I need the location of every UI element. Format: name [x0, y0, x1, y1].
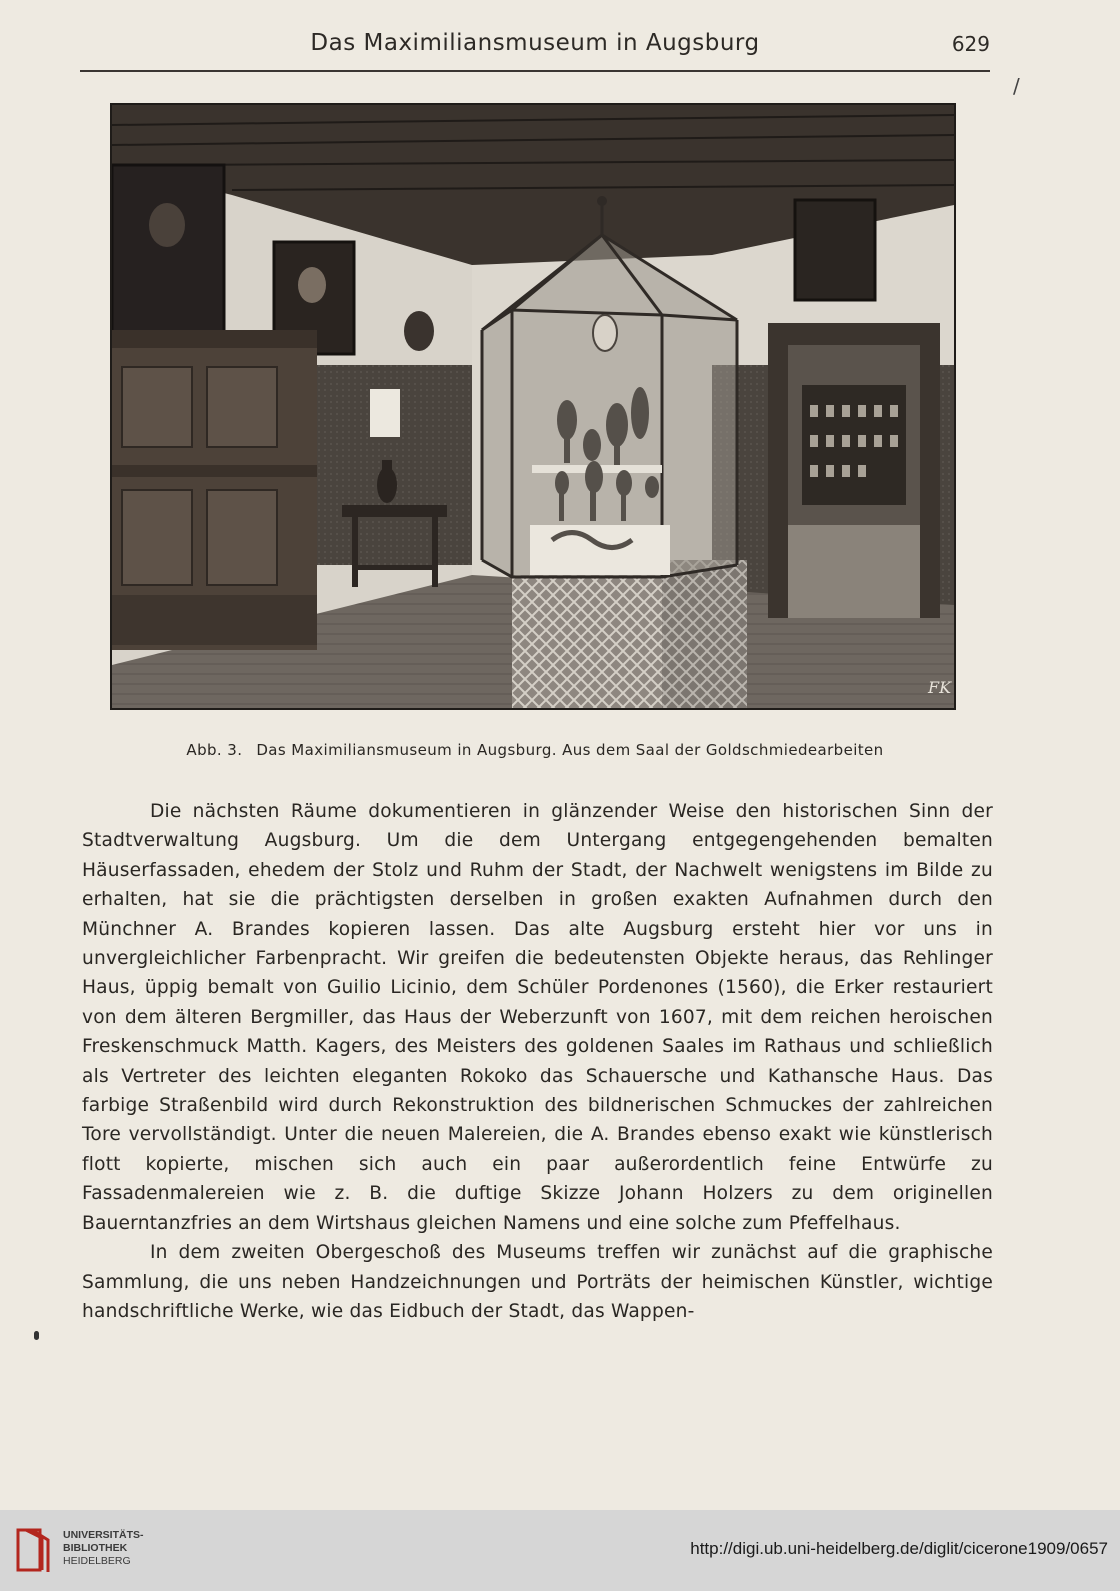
margin-speck — [34, 1331, 39, 1340]
library-name-line: HEIDELBERG — [63, 1555, 131, 1567]
photograph-illustration — [112, 105, 954, 708]
figure-label: Abb. 3. — [186, 741, 243, 759]
university-library-logo-icon — [16, 1526, 56, 1574]
library-name-line: BIBLIOTHEK — [63, 1542, 128, 1554]
running-title: Das Maximiliansmuseum in Augsburg — [310, 30, 760, 56]
library-name — [63, 1529, 144, 1568]
paragraph: Die nächsten Räume dokumentieren in glänzender Weise den historischen Sinn der Stadtverwaltung Augsburg. Um die dem Untergang entgegengehenden bemalten Häuserfassaden, ehedem der Stolz und Ruhm der Stadt, der Nachwelt wenigstens im Bilde zu erhalten, hat sie die prächtigsten derselben in großen exakten Aufnahmen durch den Münchner A. Brandes kopieren lassen. Das alte Augsburg ersteht hier vor uns in unvergleichlicher Farbenpracht. Wir greifen die bedeutensten Objekte heraus, das Rehlinger Haus, üppig bemalt von Guilio Licinio, dem Schüler Pordenones (1560), die Erker restauriert von dem älteren Bergmiller, das Haus der Weberzunft von 1607, mit dem reichen heroischen Freskenschmuck Matth. Kagers, des Meisters des goldenen Saales im Rathaus und schließlich als Vertreter des leichten eleganten Rokoko das Schauersche und Kathansche Haus. Das farbige Straßenbild wird durch Rekonstruktion des bildnerischen Schmuckes der zahlreichen Tore vervollständigt. Unter die neuen Malereien, die A. Brandes ebenso exakt wie künstlerisch flott kopierte, mischen sich auch ein paar außerordentlich feine Entwürfe zu Fassadenmalereien wie z. B. die duftige Skizze Johann Holzers zu dem originellen Bauerntanzfries an dem Wirtshaus gleichen Namens und eine solche zum Pfeffelhaus. — [82, 801, 993, 1234]
header-rule — [80, 70, 990, 72]
margin-mark: / — [1013, 74, 1020, 98]
body-text — [82, 797, 993, 1326]
figure-caption — [80, 741, 990, 759]
library-name-line: UNIVERSITÄTS- — [63, 1529, 144, 1541]
permalink-url[interactable]: http://digi.ub.uni-heidelberg.de/diglit/cicerone1909/0657 — [690, 1539, 1108, 1558]
museum-photograph — [110, 103, 956, 710]
library-footer — [0, 1510, 1120, 1591]
page-number: 629 — [951, 32, 990, 56]
running-head — [80, 30, 990, 66]
photographer-monogram: FK — [928, 678, 952, 697]
figure-caption-text: Das Maximiliansmuseum in Augsburg. Aus dem Saal der Goldschmiedearbeiten — [256, 741, 884, 759]
paragraph: In dem zweiten Obergeschoß des Museums treffen wir zunächst auf die graphische Sammlung, die uns neben Handzeichnungen und Porträts der heimischen Künstler, wichtige handschriftliche Werke, wie das Eidbuch der Stadt, das Wappen- — [82, 1242, 993, 1322]
